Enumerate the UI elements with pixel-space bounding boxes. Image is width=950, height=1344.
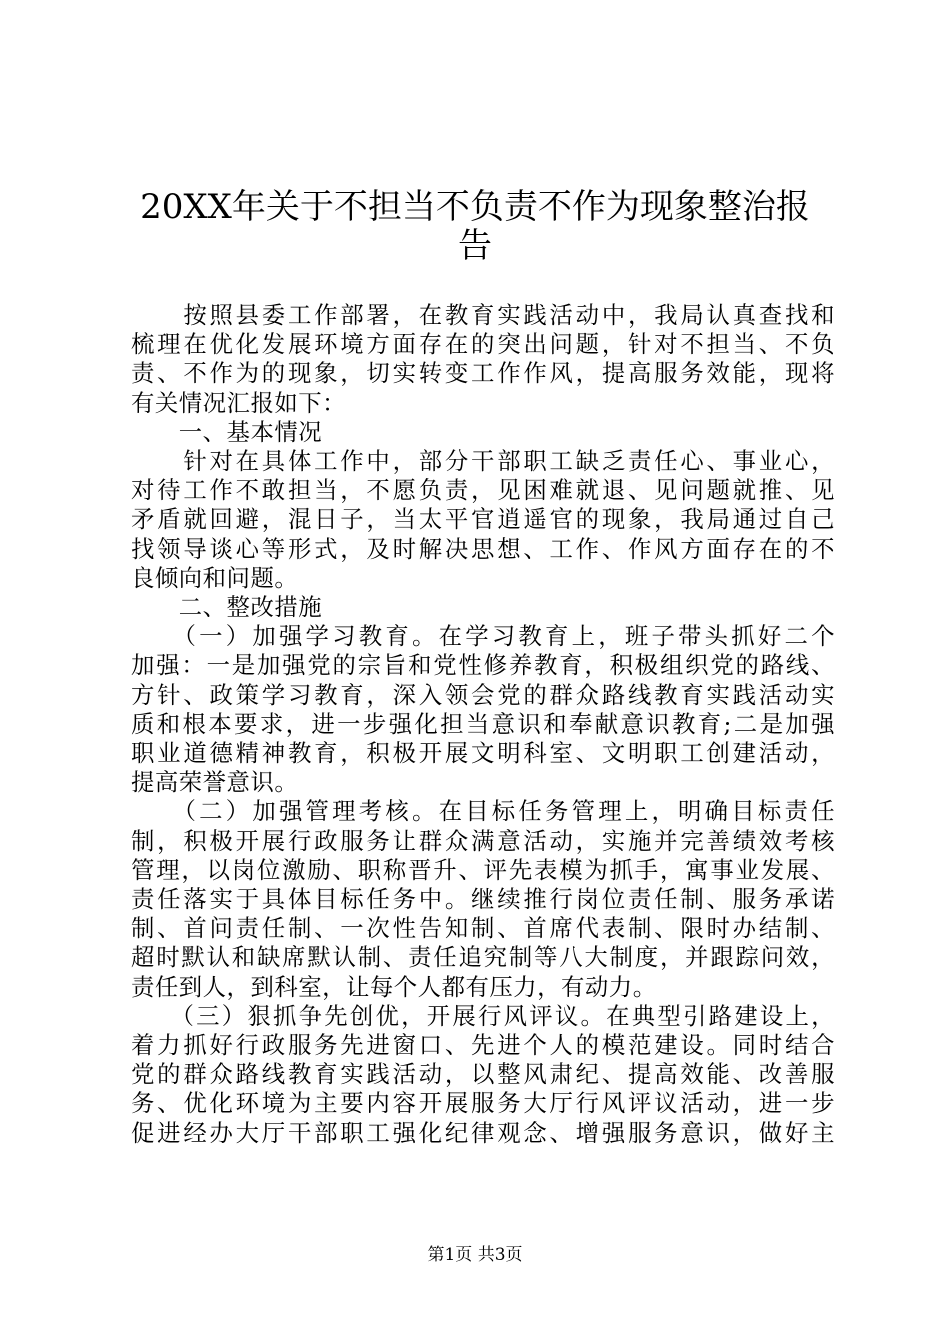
body-text-line: 有关情况汇报如下： bbox=[131, 388, 347, 417]
body-text-line: 梳理在优化发展环境方面存在的突出问题，针对不担当、不负 bbox=[131, 330, 835, 359]
body-text-line: 按照县委工作部署，在教育实践活动中，我局认真查找和 bbox=[131, 301, 835, 329]
body-text-line: 促进经办大厅干部职工强化纪律观念、增强服务意识，做好主 bbox=[131, 1118, 835, 1147]
body-text-line: 质和根本要求，进一步强化担当意识和奉献意识教育;二是加强 bbox=[131, 709, 835, 738]
body-text-line: 找领导谈心等形式，及时解决思想、工作、作风方面存在的不 bbox=[131, 534, 835, 563]
body-text-line: 制、首问责任制、一次性告知制、首席代表制、限时办结制、 bbox=[131, 914, 835, 943]
body-text-line: 对待工作不敢担当，不愿负责，见困难就退、见问题就推、见 bbox=[131, 476, 835, 505]
body-text-line: 超时默认和缺席默认制、责任追究制等八大制度，并跟踪问效， bbox=[131, 943, 835, 972]
page-footer: 第1页 共3页 bbox=[427, 1245, 523, 1265]
body-text-line: 二、整改措施 bbox=[131, 593, 323, 621]
body-text-line: 务、优化环境为主要内容开展服务大厅行风评议活动，进一步 bbox=[131, 1089, 835, 1118]
body-text-line: （二）加强管理考核。在目标任务管理上，明确目标责任 bbox=[131, 797, 835, 826]
body-text-line: 矛盾就回避，混日子，当太平官逍遥官的现象，我局通过自己 bbox=[131, 505, 835, 534]
body-text-line: （一）加强学习教育。在学习教育上，班子带头抓好二个 bbox=[131, 622, 835, 651]
body-text-line: 党的群众路线教育实践活动，以整风肃纪、提高效能、改善服 bbox=[131, 1060, 835, 1089]
body-text-line: 责任到人，到科室，让每个人都有压力，有动力。 bbox=[131, 972, 657, 1001]
body-text-line: 管理，以岗位激励、职称晋升、评先表模为抓手，寓事业发展、 bbox=[131, 855, 835, 884]
body-text-line: 针对在具体工作中，部分干部职工缺乏责任心、事业心， bbox=[131, 447, 835, 475]
document-title-line-1: 20XX年关于不担当不负责不作为现象整治报 bbox=[140, 187, 810, 227]
body-text-line: 一、基本情况 bbox=[131, 417, 323, 446]
body-text-line: 着力抓好行政服务先进窗口、先进个人的模范建设。同时结合 bbox=[131, 1031, 835, 1059]
body-text-line: 良倾向和问题。 bbox=[131, 563, 299, 592]
body-text-line: 加强：一是加强党的宗旨和党性修养教育，积极组织党的路线、 bbox=[131, 651, 835, 680]
body-text-line: 责任落实于具体目标任务中。继续推行岗位责任制、服务承诺 bbox=[131, 885, 835, 913]
body-text-line: 责、不作为的现象，切实转变工作作风，提高服务效能，现将 bbox=[131, 359, 835, 388]
body-text-line: 职业道德精神教育，积极开展文明科室、文明职工创建活动， bbox=[131, 739, 835, 767]
body-text-line: 方针、政策学习教育，深入领会党的群众路线教育实践活动实 bbox=[131, 680, 835, 709]
body-text-line: 提高荣誉意识。 bbox=[131, 768, 299, 797]
body-text-line: （三）狠抓争先创优，开展行风评议。在典型引路建设上， bbox=[131, 1001, 835, 1030]
body-text-line: 制，积极开展行政服务让群众满意活动，实施并完善绩效考核 bbox=[131, 826, 835, 855]
document-title-line-2: 告 bbox=[458, 226, 492, 266]
